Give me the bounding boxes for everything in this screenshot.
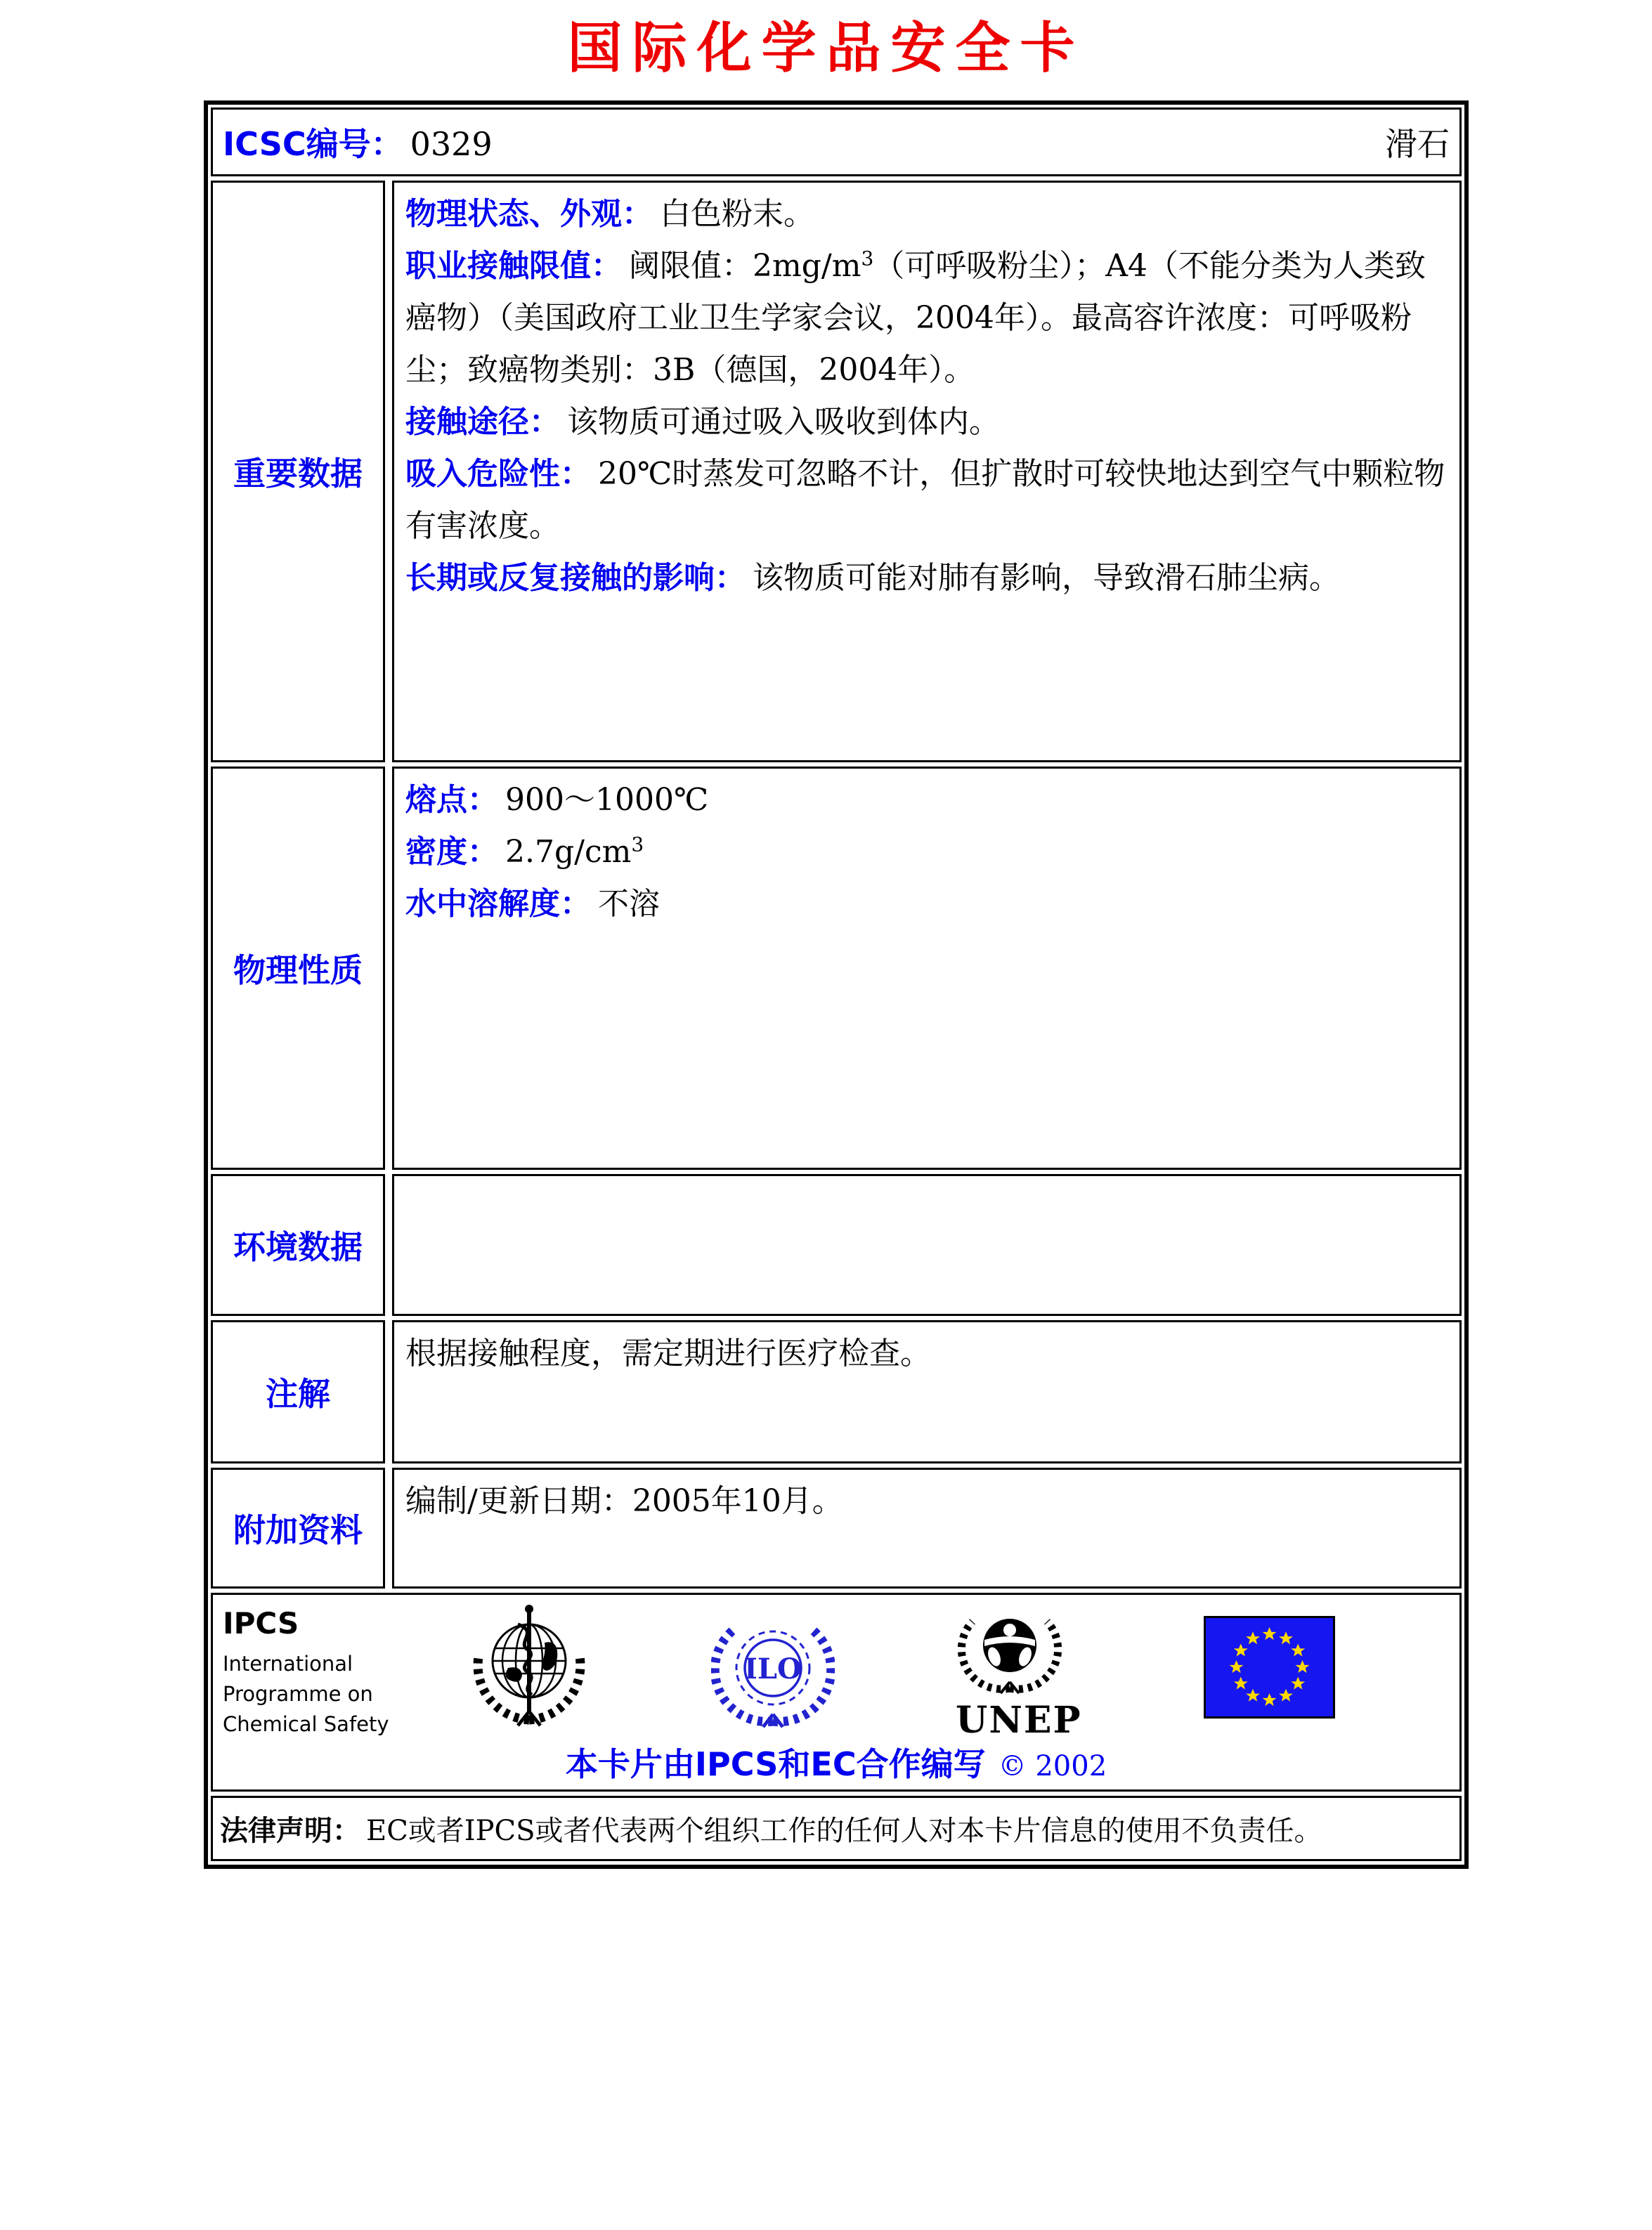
field-label: 物理状态、外观： <box>405 196 653 232</box>
physical-properties-row <box>211 767 1462 1170</box>
ipcs-subtitle-line: International <box>223 1652 353 1676</box>
ilo-letters: ILO <box>744 1652 802 1685</box>
logos-row <box>211 1593 1462 1792</box>
data-line <box>405 448 1448 552</box>
data-line <box>405 240 1448 396</box>
section-label-environmental-data <box>211 1174 385 1316</box>
footer-caption-line <box>213 1739 1459 1785</box>
field-label: 熔点： <box>405 782 498 818</box>
field-label: 长期或反复接触的影响： <box>405 560 746 596</box>
field-label: 水中溶解度： <box>405 886 591 922</box>
field-value: 该物质可能对肺有影响，导致滑石肺尘病。 <box>753 560 1340 596</box>
ipcs-logo-block <box>223 1606 389 1740</box>
field-value: 该物质可通过吸入吸收到体内。 <box>567 404 1000 440</box>
field-label: 密度： <box>405 834 498 870</box>
icsc-number-group <box>223 119 493 165</box>
unep-logo-block <box>956 1603 1082 1742</box>
field-value: 900～1000℃ <box>505 782 709 818</box>
section-content-environmental-data <box>392 1174 1462 1316</box>
footer-caption: 本卡片由IPCS和EC合作编写 <box>565 1745 986 1783</box>
section-label-notes <box>211 1320 385 1463</box>
icsc-card <box>204 100 1469 1869</box>
icsc-number-value: 0329 <box>410 125 493 163</box>
section-label-text: 物理性质 <box>233 951 363 989</box>
page-title: 国际化学品安全卡 <box>567 17 1085 80</box>
section-label-text: 注解 <box>266 1375 330 1413</box>
section-content-additional-info <box>392 1468 1462 1589</box>
data-line <box>405 878 1448 930</box>
field-value: 白色粉末。 <box>660 196 814 232</box>
icsc-number-label: ICSC编号： <box>223 125 403 163</box>
data-line <box>405 188 1448 240</box>
who-logo-icon <box>466 1600 592 1728</box>
additional-info-row <box>211 1468 1462 1589</box>
important-data-row <box>211 181 1462 762</box>
field-value: 阈限值：2mg/m <box>629 248 861 284</box>
data-line: 编制/更新日期：2005年10月。 <box>405 1483 843 1519</box>
field-value: 不溶 <box>598 886 660 922</box>
data-line <box>405 826 1448 878</box>
field-value: 2.7g/cm <box>505 834 632 870</box>
field-value: 20℃时蒸发可忽略不计，但扩散时可较快地达到空气中颗粒物有害浓度。 <box>405 456 1445 544</box>
unep-caption: UNEP <box>956 1699 1082 1742</box>
data-line: 根据接触程度，需定期进行医疗检查。 <box>405 1336 931 1371</box>
ipcs-subtitle-line: Programme on <box>223 1682 373 1706</box>
field-label: 吸入危险性： <box>405 456 591 492</box>
section-label-text: 重要数据 <box>233 455 363 493</box>
ilo-logo-icon <box>711 1609 835 1728</box>
legal-row <box>211 1796 1462 1861</box>
header-row <box>211 107 1462 176</box>
section-label-text: 环境数据 <box>233 1228 363 1266</box>
section-label-additional-info <box>211 1468 385 1589</box>
unep-logo-icon <box>956 1603 1064 1695</box>
field-value: （可呼吸粉尘）；A4（不能分类为人类致癌物）（美国政府工业卫生学家会议，2004年）。最高容许浓度：可呼吸粉尘；致癌物类别：3B（德国，2004年）。 <box>405 248 1426 388</box>
copyright-notice: © 2002 <box>998 1750 1107 1782</box>
section-content-notes <box>392 1320 1462 1463</box>
field-label: 接触途径： <box>405 404 560 440</box>
data-line <box>405 396 1448 448</box>
field-label: 职业接触限值： <box>405 248 622 284</box>
section-content-important-data <box>392 181 1462 762</box>
legal-label: 法律声明： <box>220 1815 360 1847</box>
notes-row <box>211 1320 1462 1463</box>
superscript: 3 <box>631 833 644 856</box>
ipcs-subtitle-line: Chemical Safety <box>223 1712 389 1736</box>
substance-name: 滑石 <box>1385 125 1450 163</box>
environmental-data-row <box>211 1174 1462 1316</box>
eu-flag-icon <box>1204 1616 1335 1719</box>
legal-text: EC或者IPCS或者代表两个组织工作的任何人对本卡片信息的使用不负责任。 <box>366 1815 1322 1847</box>
superscript: 3 <box>861 247 874 270</box>
section-label-physical-properties <box>211 767 385 1170</box>
section-label-text: 附加资料 <box>233 1511 363 1549</box>
section-label-important-data <box>211 181 385 762</box>
data-line <box>405 774 1448 826</box>
section-content-physical-properties <box>392 767 1462 1170</box>
data-line <box>405 552 1448 604</box>
ipcs-title: IPCS <box>223 1606 299 1641</box>
